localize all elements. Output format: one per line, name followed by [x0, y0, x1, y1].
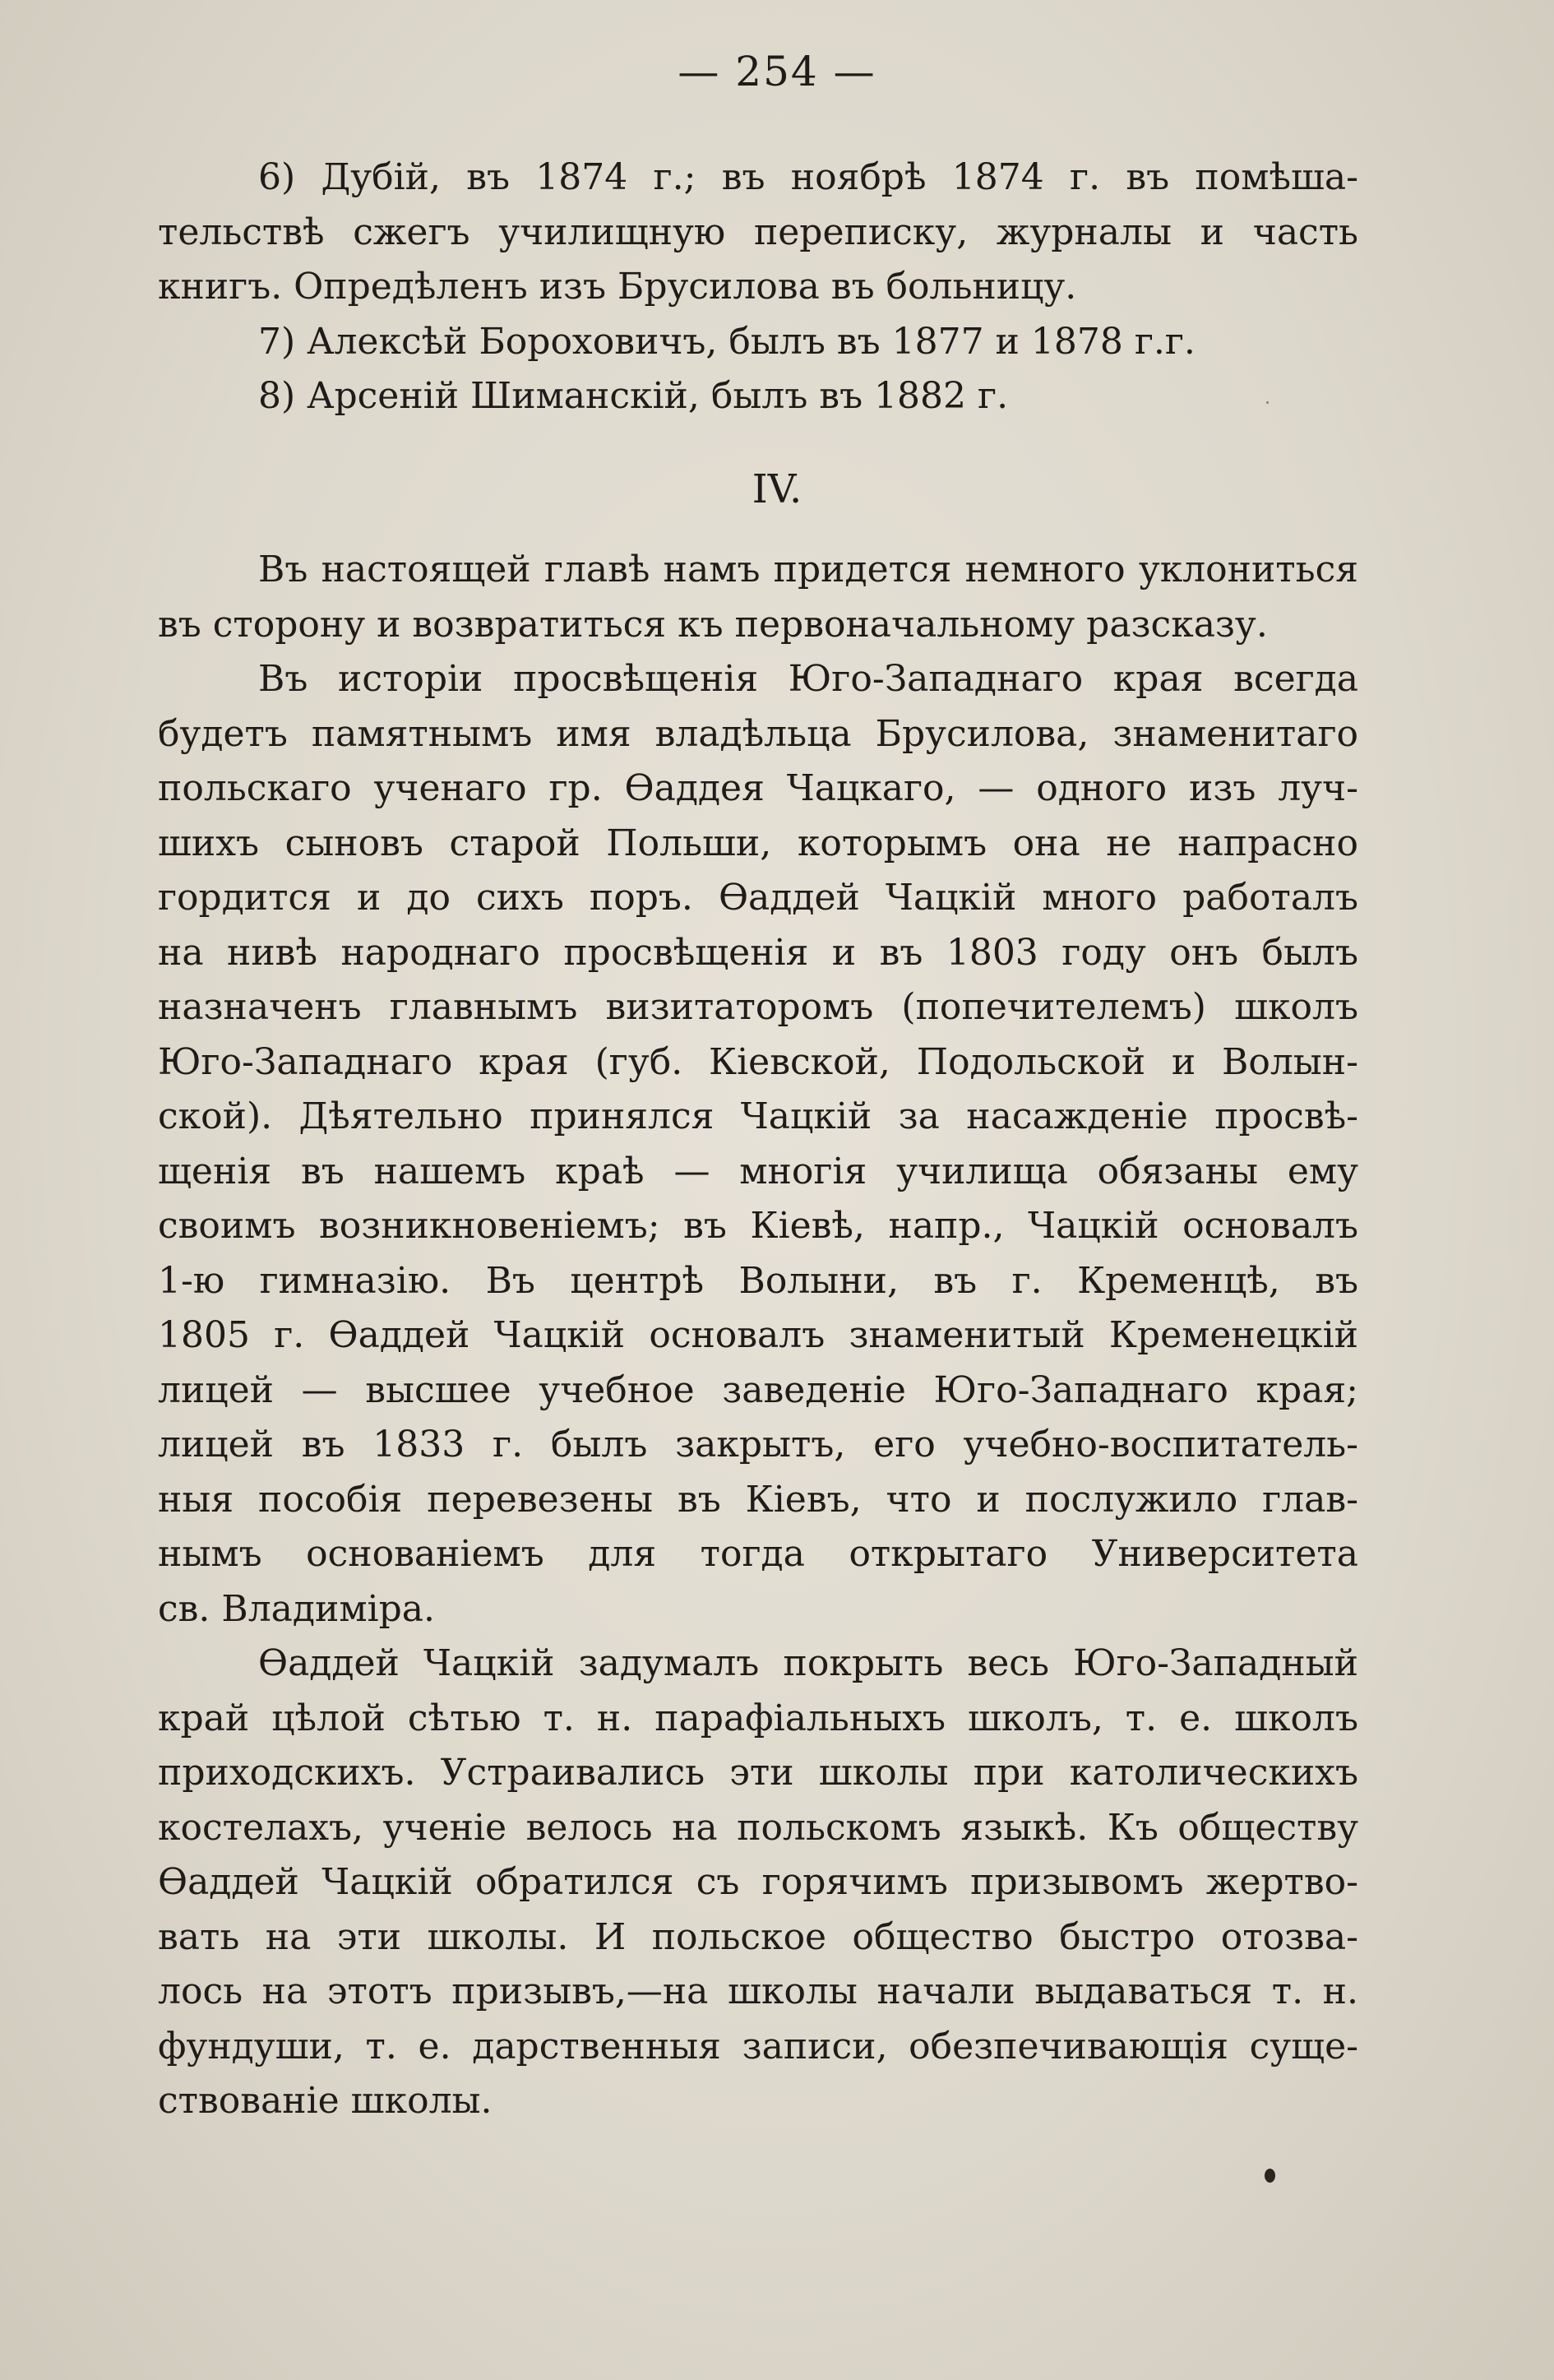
text-line: св. Владиміра.: [158, 1587, 436, 1630]
text-line: гордится и до сихъ поръ. Ѳаддей Чацкій много работалъ: [158, 877, 1358, 919]
text-line: польскаго ученаго гр. Ѳаддея Чацкаго, — одного изъ луч-: [158, 767, 1358, 809]
text-line: на нивѣ народнаго просвѣщенія и въ 1803 году онъ былъ: [158, 931, 1358, 974]
text-line: назначенъ главнымъ визитаторомъ (попечителемъ) школъ: [158, 986, 1358, 1028]
text-line: 1805 г. Ѳаддей Чацкій основалъ знаменитый Кременецкій: [158, 1314, 1358, 1356]
text-line: Ѳаддей Чацкій задумалъ покрыть весь Юго-Западный: [258, 1642, 1358, 1684]
text-line: край цѣлой сѣтью т. н. парафіальныхъ школъ, т. е. школъ: [158, 1697, 1358, 1739]
page-number: — 254 —: [678, 48, 876, 95]
text-line: лось на этотъ призывъ,—на школы начали выдаваться т. н.: [158, 1970, 1358, 2012]
text-line: 7) Алексѣй Бороховичъ, былъ въ 1877 и 1878 г.г.: [258, 320, 1196, 363]
text-line: вать на эти школы. И польское общество быстро отозва-: [158, 1915, 1358, 1958]
text-line: ствованіе школы.: [158, 2080, 493, 2122]
text-line: тельствѣ сжегъ училищную переписку, журналы и часть: [158, 211, 1358, 253]
text-line: 1-ю гимназію. Въ центрѣ Волыни, въ г. Кременцѣ, въ: [158, 1259, 1358, 1302]
text-line: 8) Арсеній Шиманскій, былъ въ 1882 г.: [258, 375, 1009, 417]
staff-list-continuation: [158, 150, 1358, 424]
text-line: книгъ. Опредѣленъ изъ Брусилова въ больницу.: [158, 266, 1077, 308]
text-line: будетъ памятнымъ имя владѣльца Брусилова, знаменитаго: [158, 712, 1358, 755]
text-line: ской). Дѣятельно принялся Чацкій за насажденіе просвѣ-: [158, 1095, 1358, 1137]
text-line: Въ исторіи просвѣщенія Юго-Западнаго края всегда: [258, 658, 1358, 700]
text-line: щенія въ нашемъ краѣ — многія училища обязаны ему: [158, 1150, 1358, 1192]
text-line: Ѳаддей Чацкій обратился съ горячимъ призывомъ жертво-: [158, 1861, 1358, 1903]
text-line: Въ настоящей главѣ намъ придется немного уклониться: [258, 549, 1358, 590]
text-line: приходскихъ. Устраивались эти школы при католическихъ: [158, 1752, 1358, 1794]
text-line: лицей въ 1833 г. былъ закрытъ, его учебно-воспитатель-: [158, 1424, 1358, 1466]
chapter-body: [158, 543, 1358, 2129]
text-line: лицей — высшее учебное заведеніе Юго-Западнаго края;: [158, 1368, 1358, 1411]
ink-speck: [1266, 401, 1269, 404]
text-line: ныя пособія перевезены въ Кіевъ, что и послужило глав-: [158, 1478, 1358, 1521]
text-line: нымъ основаніемъ для тогда открытаго Университета: [158, 1533, 1358, 1575]
text-line: въ сторону и возвратиться къ первоначальному разсказу.: [158, 603, 1268, 646]
chapter-heading: IV.: [752, 466, 802, 512]
text-line: Юго-Западнаго края (губ. Кіевской, Подольской и Волын-: [158, 1040, 1358, 1083]
text-line: 6) Дубій, въ 1874 г.; въ ноябрѣ 1874 г. въ помѣша-: [258, 156, 1358, 198]
text-line: шихъ сыновъ старой Польши, которымъ она не напрасно: [158, 822, 1358, 864]
ink-speck: [1265, 2169, 1275, 2183]
text-line: костелахъ, ученіе велось на польскомъ языкѣ. Къ обществу: [158, 1806, 1358, 1849]
text-line: фундуши, т. е. дарственныя записи, обезпечивающія суще-: [158, 2025, 1358, 2067]
text-line: своимъ возникновеніемъ; въ Кіевѣ, напр., Чацкій основалъ: [158, 1205, 1358, 1247]
